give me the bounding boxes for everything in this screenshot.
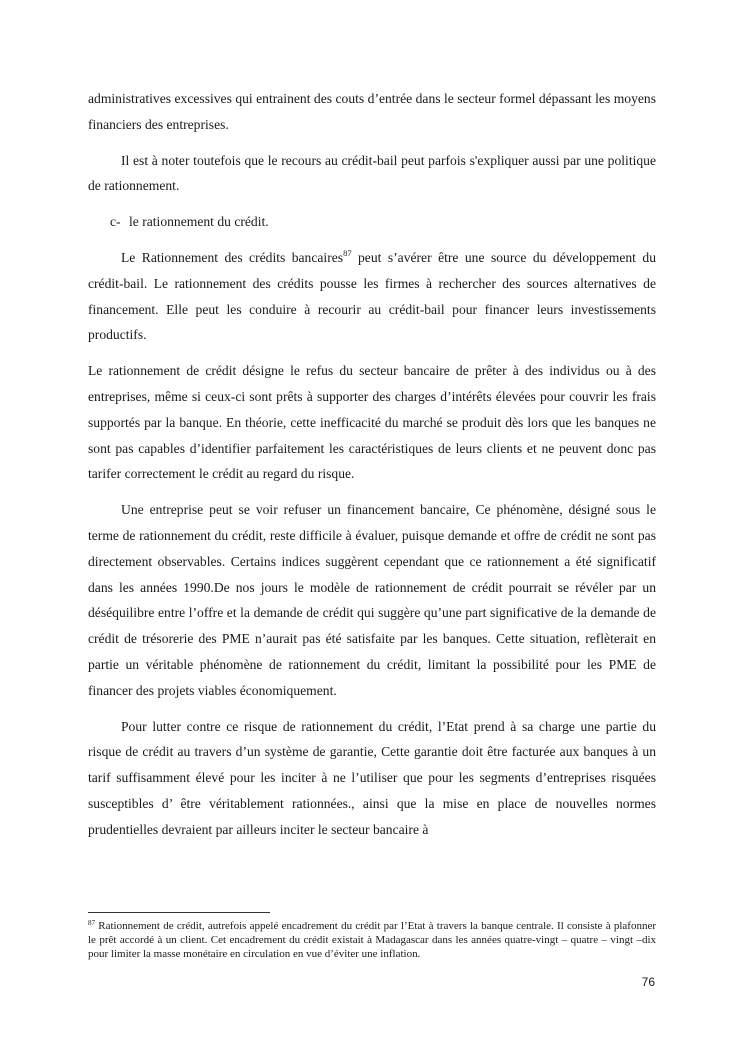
page-body (88, 86, 656, 843)
footnote-reference: 87 (343, 247, 352, 258)
paragraph-6: Pour lutter contre ce risque de rationnement du crédit, l’Etat prend à sa charge une partie du risque de crédit au travers d’un système de garantie, Cette garantie doit être facturée aux banques à un tarif suffisamment élevé pour les inciter à ne l’utiliser que pour les segments d’entreprises risquées susceptibles d’ être véritablement rationnées., ainsi que la mise en place de nouvelles normes prudentielles devraient par ailleurs inciter le secteur bancaire à (88, 718, 656, 837)
footnote-separator (88, 912, 270, 913)
footnote-text: Rationnement de crédit, autrefois appelé encadrement du crédit par l’Etat à travers la banque centrale. Il consiste à plafonner le prêt accordé à un client. Cet encadrement du crédit existait à Madagascar dans les années quatre-vingt – quatre – vingt –dix pour limiter la masse monétaire en circulation en vue d’éviter une inflation. (88, 920, 656, 961)
paragraph-3 (88, 245, 656, 348)
paragraph-1: administratives excessives qui entrainent des couts d’entrée dans le secteur formel dépassant les moyens financiers des entreprises. (88, 91, 656, 132)
paragraph-4: Le rationnement de crédit désigne le refus du secteur bancaire de prêter à des individus ou à des entreprises, même si ceux-ci sont prêts à supporter des charges d’intérêts élevées pour couvrir les frais supportés par la banque. En théorie, cette inefficacité du marché se produit dès lors que les banques ne sont pas capables d’identifier parfaitement les caractéristiques de leurs clients et ne peuvent donc pas tarifer correctement le crédit au regard du risque. (88, 363, 656, 482)
footnote-number: 87 (88, 919, 95, 927)
paragraph-3-end: peut s’avérer être une source du développement du crédit-bail. Le rationnement des crédits pousse les firmes à rechercher des sources alternatives de financement. Elle peut les conduire à recourir au crédit-bail pour financer leurs investissements productifs. (88, 249, 656, 343)
paragraph-5: Une entreprise peut se voir refuser un financement bancaire, Ce phénomène, désigné sous le terme de rationnement du crédit, reste difficile à évaluer, puisque demande et offre de crédit ne sont pas directement observables. Certains indices suggèrent cependant que ce rationnement a été significatif dans les années 1990.De nos jours le modèle de rationnement de crédit pourrait se révéler par un déséquilibre entre l’offre et la demande de crédit qui suggère qu’une part significative de la demande de crédit de trésorerie des PME n’aurait pas été satisfaite par les banques. Cette situation, reflèterait en partie un véritable phénomène de rationnement du crédit, limitant la possibilité pour les PME de financer des projets viables économiquement. (88, 502, 656, 698)
paragraph-2: Il est à noter toutefois que le recours au crédit-bail peut parfois s'expliquer aussi par une politique de rationnement. (88, 152, 656, 194)
list-marker: c- (110, 214, 121, 230)
list-item-text: le rationnement du crédit. (129, 214, 269, 230)
page-number: 76 (641, 975, 655, 989)
paragraph-3-start: Le Rationnement des crédits bancaires (121, 249, 344, 265)
footnote (88, 919, 656, 962)
list-item-c (110, 209, 656, 235)
